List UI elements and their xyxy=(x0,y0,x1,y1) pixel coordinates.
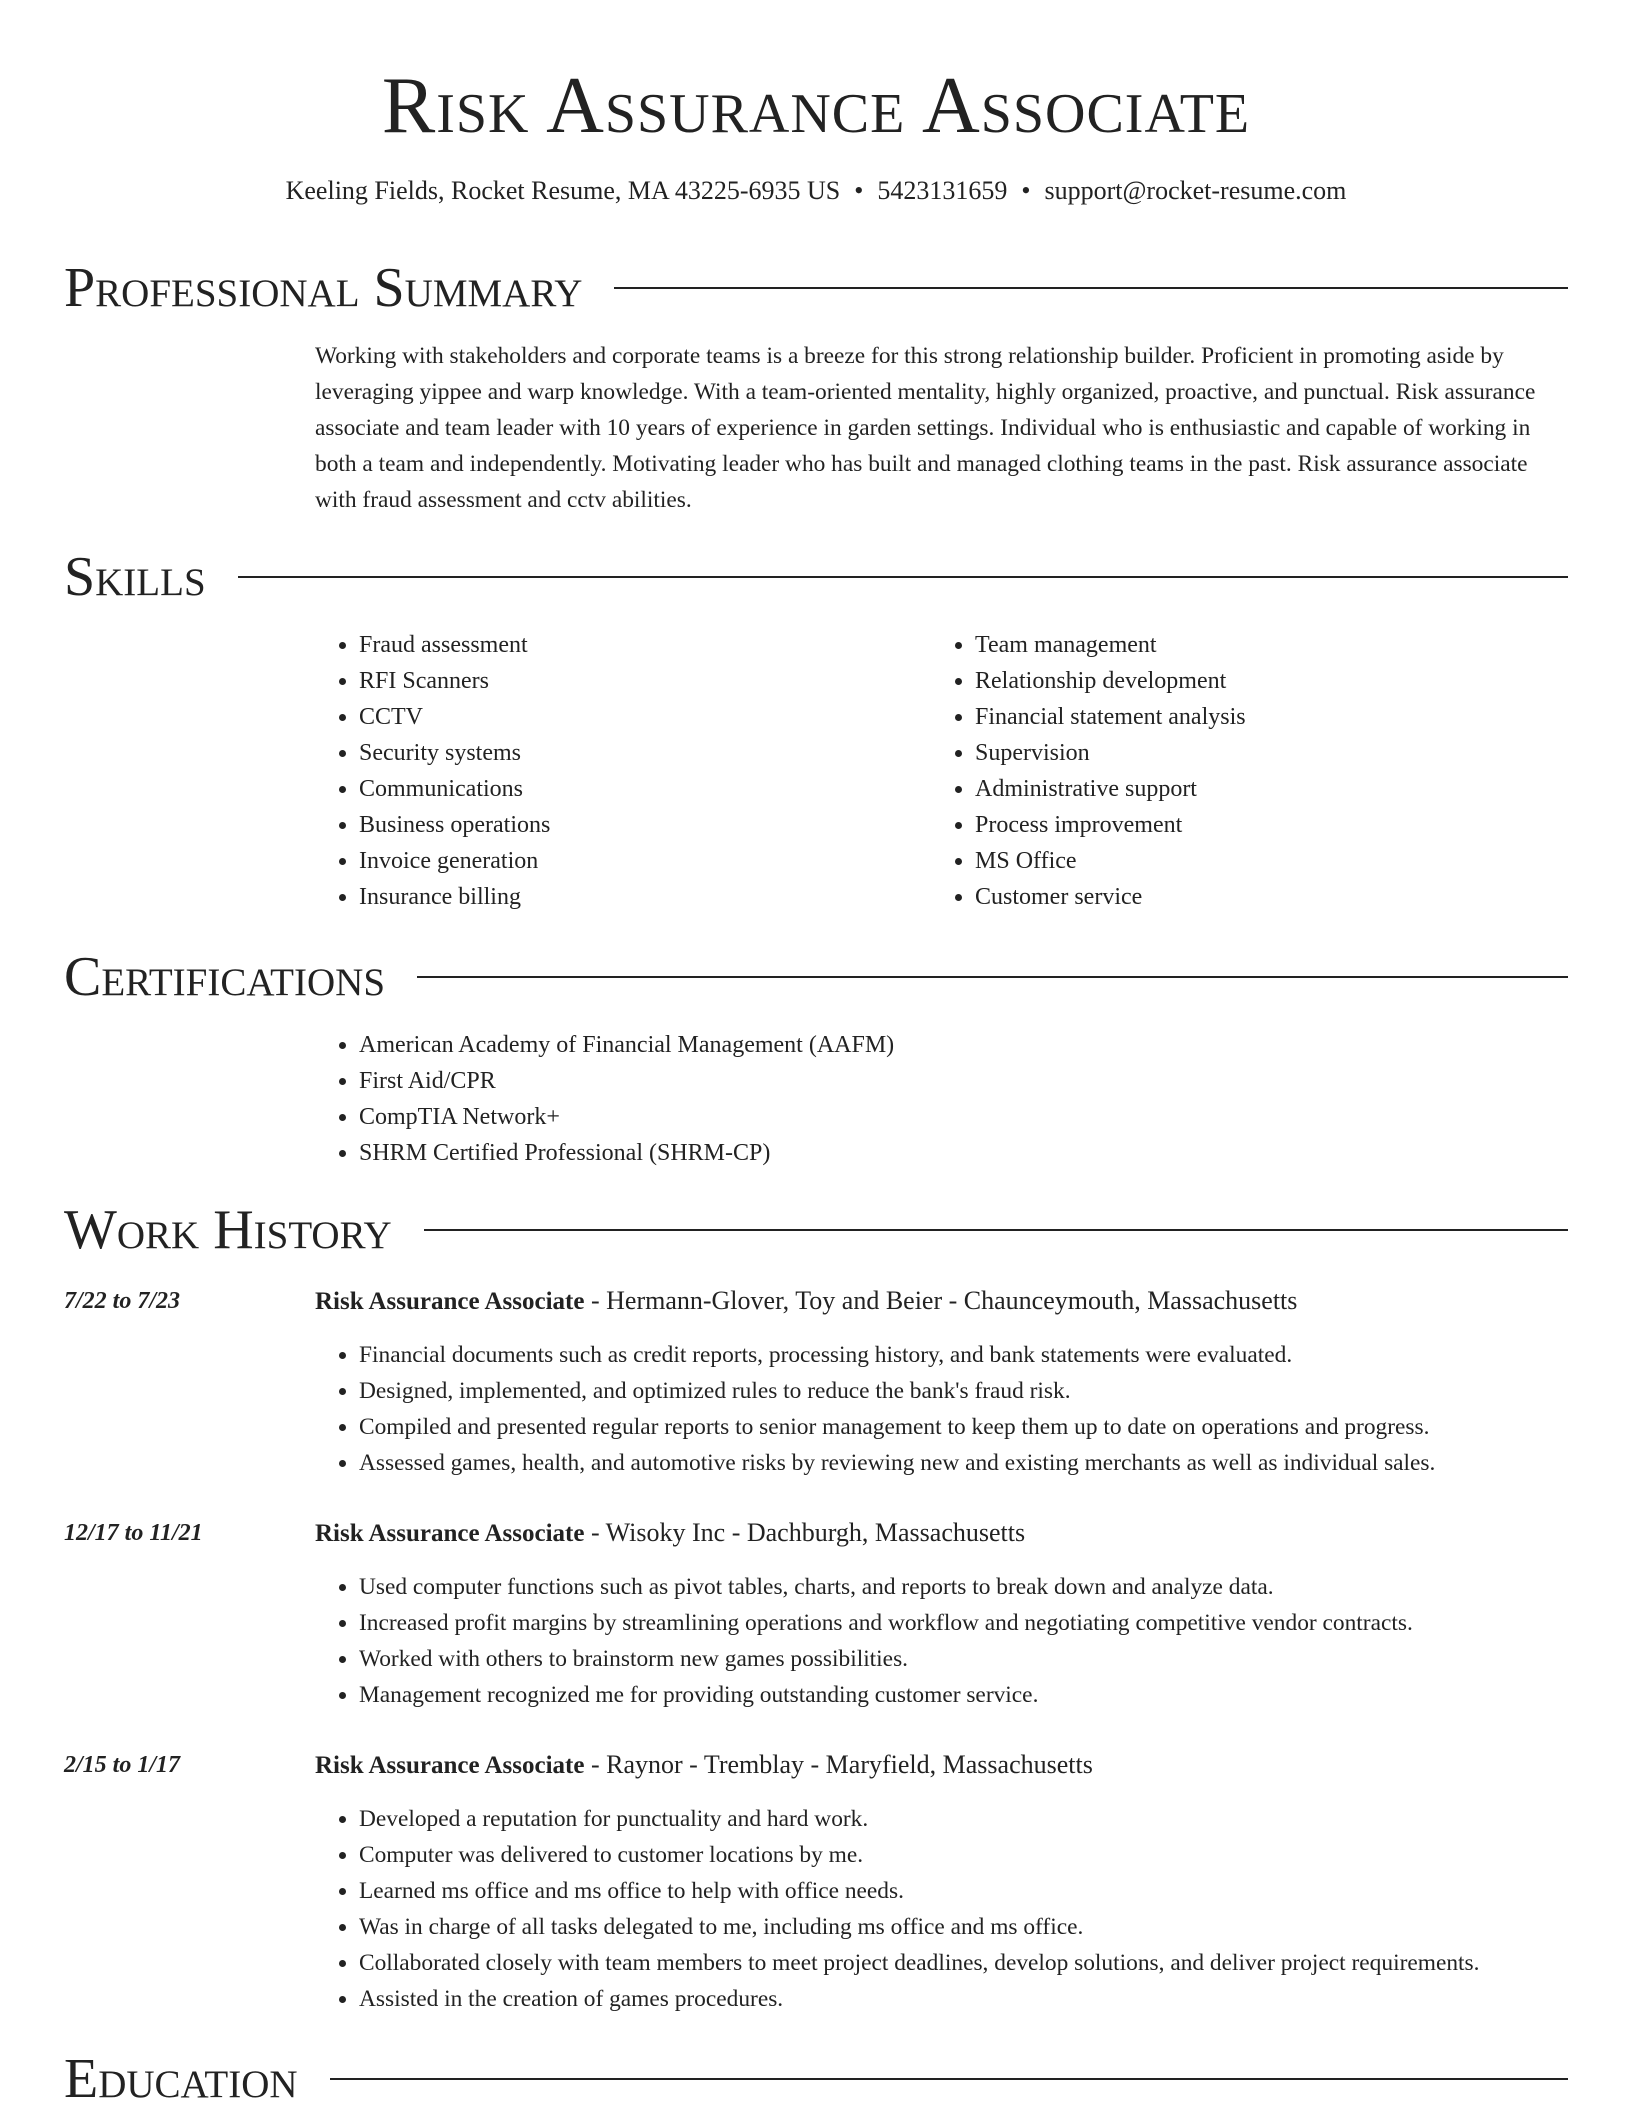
job-duties xyxy=(315,1801,1585,2017)
section-rule xyxy=(238,576,1568,578)
contact-address: Keeling Fields, Rocket Resume, MA 43225-6935 US xyxy=(285,176,841,205)
job-duty-item: • Assisted in the creation of games procedures. xyxy=(359,1981,1585,2017)
skill-item: • Communications xyxy=(359,771,875,807)
job-title: Risk Assurance Associate xyxy=(315,1520,585,1547)
job-duty-item: • Compiled and presented regular reports to senior management to keep them up to date on operations and progress. xyxy=(359,1409,1585,1445)
job-duty-item: • Management recognized me for providing outstanding customer service. xyxy=(359,1677,1585,1713)
skills-column-left xyxy=(315,627,875,915)
section-header-education xyxy=(64,2049,1568,2109)
skill-item: • Financial statement analysis xyxy=(975,699,1531,735)
contact-separator: • xyxy=(854,176,864,205)
skill-item: • Business operations xyxy=(359,807,875,843)
job-heading xyxy=(315,1515,1025,1552)
section-rule xyxy=(330,2078,1568,2080)
contact-separator: • xyxy=(1021,176,1031,205)
skill-item: • RFI Scanners xyxy=(359,663,875,699)
skill-item: • MS Office xyxy=(975,843,1531,879)
section-title-skills: Skills xyxy=(64,546,206,608)
contact-phone: 5423131659 xyxy=(877,176,1008,205)
job-duties-list xyxy=(315,1337,1585,1481)
contact-line xyxy=(0,174,1632,208)
section-header-work-history xyxy=(64,1200,1568,1260)
certifications-list xyxy=(315,1027,1415,1171)
skill-item: • Security systems xyxy=(359,735,875,771)
job-duty-item: • Collaborated closely with team members to meet project deadlines, develop solutions, and deliver project requirements. xyxy=(359,1945,1585,1981)
job-duty-item: • Used computer functions such as pivot tables, charts, and reports to break down and analyze data. xyxy=(359,1569,1585,1605)
job-title: Risk Assurance Associate xyxy=(315,1752,585,1779)
section-header-certifications xyxy=(64,947,1568,1007)
skill-item: • Supervision xyxy=(975,735,1531,771)
certification-item: • First Aid/CPR xyxy=(359,1063,1415,1099)
job-employer-location: - Hermann-Glover, Toy and Beier - Chaunceymouth, Massachusetts xyxy=(584,1286,1298,1315)
job-dates: 12/17 to 11/21 xyxy=(64,1520,203,1546)
job-dates: 2/15 to 1/17 xyxy=(64,1752,181,1778)
job-duty-item: • Increased profit margins by streamlining operations and workflow and negotiating competitive vendor contracts. xyxy=(359,1605,1585,1641)
job-heading xyxy=(315,1747,1093,1784)
job-employer-location: - Wisoky Inc - Dachburgh, Massachusetts xyxy=(584,1518,1026,1547)
section-title-summary: Professional Summary xyxy=(64,257,583,319)
job-duty-item: • Assessed games, health, and automotive risks by reviewing new and existing merchants as well as individual sales. xyxy=(359,1445,1585,1481)
contact-email: support@rocket-resume.com xyxy=(1044,176,1347,205)
job-duty-item: • Worked with others to brainstorm new games possibilities. xyxy=(359,1641,1585,1677)
job-duties xyxy=(315,1337,1585,1481)
job-duty-item: • Developed a reputation for punctuality and hard work. xyxy=(359,1801,1585,1837)
certification-item: • American Academy of Financial Management (AAFM) xyxy=(359,1027,1415,1063)
certification-item: • SHRM Certified Professional (SHRM-CP) xyxy=(359,1135,1415,1171)
resume-name: Risk Assurance Associate xyxy=(381,62,1251,150)
section-rule xyxy=(424,1229,1568,1231)
skill-item: • Fraud assessment xyxy=(359,627,875,663)
certification-item: • CompTIA Network+ xyxy=(359,1099,1415,1135)
section-header-summary xyxy=(64,258,1568,318)
job-duties-list xyxy=(315,1801,1585,2017)
summary-text: Working with stakeholders and corporate teams is a breeze for this strong relationship builder. Proficient in promoting aside by leveraging yippee and warp knowledge. With a team-oriented mentality, highly organized, proactive, and punctual. Risk assurance associate and team leader with 10 years of experience in garden settings. Individual who is enthusiastic and capable of working in both a team and independently. Motivating leader who has built and managed clothing teams in the past. Risk assurance associate with fraud assessment and cctv abilities. xyxy=(315,343,1536,513)
skill-item: • CCTV xyxy=(359,699,875,735)
section-rule xyxy=(614,287,1568,289)
section-title-work-history: Work History xyxy=(64,1199,392,1261)
skill-item: • Customer service xyxy=(975,879,1531,915)
skills-column-right xyxy=(931,627,1531,915)
skill-item: • Invoice generation xyxy=(359,843,875,879)
job-employer-location: - Raynor - Tremblay - Maryfield, Massachusetts xyxy=(584,1750,1093,1779)
job-duty-item: • Financial documents such as credit reports, processing history, and bank statements were evaluated. xyxy=(359,1337,1585,1373)
skills-list-left xyxy=(315,627,875,915)
section-title-certifications: Certifications xyxy=(64,946,386,1008)
section-header-skills xyxy=(64,547,1568,607)
section-title-education: Education xyxy=(64,2048,298,2110)
job-dates: 7/22 to 7/23 xyxy=(64,1288,181,1314)
skill-item: • Administrative support xyxy=(975,771,1531,807)
section-rule xyxy=(417,976,1568,978)
skill-item: • Team management xyxy=(975,627,1531,663)
job-title: Risk Assurance Associate xyxy=(315,1288,585,1315)
job-heading xyxy=(315,1283,1297,1320)
job-duty-item: • Designed, implemented, and optimized rules to reduce the bank's fraud risk. xyxy=(359,1373,1585,1409)
skill-item: • Insurance billing xyxy=(359,879,875,915)
skill-item: • Relationship development xyxy=(975,663,1531,699)
certifications-block xyxy=(315,1027,1415,1171)
job-duty-item: • Was in charge of all tasks delegated to me, including ms office and ms office. xyxy=(359,1909,1585,1945)
job-duties xyxy=(315,1569,1585,1713)
job-duty-item: • Computer was delivered to customer locations by me. xyxy=(359,1837,1585,1873)
skills-list-right xyxy=(931,627,1531,915)
skill-item: • Process improvement xyxy=(975,807,1531,843)
job-duties-list xyxy=(315,1569,1585,1713)
job-duty-item: • Learned ms office and ms office to help with office needs. xyxy=(359,1873,1585,1909)
